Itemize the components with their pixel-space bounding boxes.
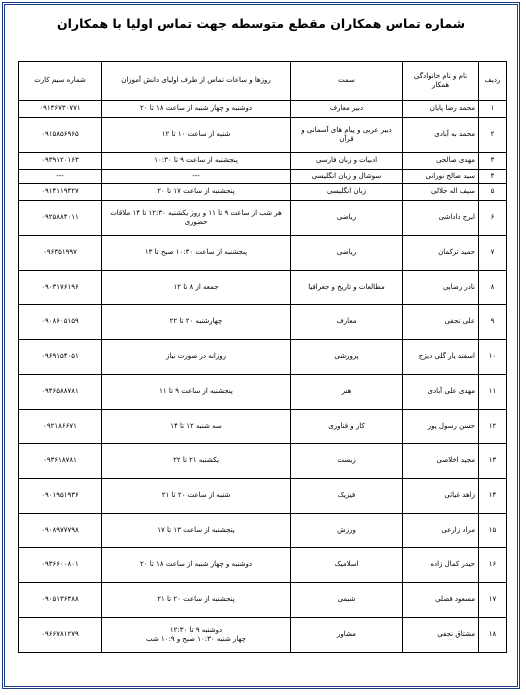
row-number: ۶ [479,201,507,236]
contact-hours: پنجشنبه از ساعت ۹ تا ۱۱ [102,375,291,410]
row-number: ۴ [479,170,507,184]
teacher-position: پرورشی [291,340,403,375]
phone-number: ۰۹۰۸۶۰۵۱۵۹ [19,305,102,340]
contact-hours: پنجشنبه از ساعت ۱۷ تا ۲۰ [102,184,291,201]
row-number: ۱۰ [479,340,507,375]
row-number: ۱۲ [479,410,507,444]
row-number: ۹ [479,305,507,340]
teacher-name: مجید اخلاصی [403,444,479,479]
teacher-name: حیدر کمال زاده [403,548,479,583]
row-number: ۱۷ [479,583,507,618]
row-number: ۱۳ [479,444,507,479]
teacher-name: علی نجفی [403,305,479,340]
contact-hours: روزانه در صورت نیاز [102,340,291,375]
phone-number: ۰۹۶۳۵۱۹۹۷ [19,236,102,271]
contacts-table [18,61,507,653]
table-row [19,410,507,444]
table-row [19,514,507,548]
table-row [19,236,507,271]
table-row [19,153,507,170]
phone-number: --- [19,170,102,184]
teacher-name: حسن رسول پور [403,410,479,444]
teacher-position: مشاور [291,618,403,653]
header-row-number: ردیف [479,62,507,101]
table-row [19,184,507,201]
row-number: ۵ [479,184,507,201]
phone-number: ۰۹۲۱۸۶۶۷۱ [19,410,102,444]
contact-hours: پنجشنبه از ساعت ۹ تا ۱۰:۳۰ [102,153,291,170]
phone-number: ۰۹۶۹۱۵۴۰۵۱ [19,340,102,375]
teacher-position: معارف [291,305,403,340]
phone-number: ۰۹۰۳۱۷۶۱۹۶ [19,271,102,305]
table-row [19,444,507,479]
teacher-name: مهدی علی آبادی [403,375,479,410]
contact-hours: پنجشنبه از ساعت ۱۰:۳۰ صبح تا ۱۳ [102,236,291,271]
teacher-name: اسفند یار گلی دیزج [403,340,479,375]
header-hours: روزها و ساعات تماس از طرف اولیای دانش آموزان [102,62,291,101]
teacher-name: مسعود فضلی [403,583,479,618]
phone-number: ۰۹۳۶۱۸۷۸۱ [19,444,102,479]
phone-number: ۰۹۱۳۶۷۳۰۷۷۱ [19,101,102,118]
teacher-position: مطالعات و تاریخ و جغرافیا [291,271,403,305]
teacher-position: ورزش [291,514,403,548]
table-row [19,101,507,118]
teacher-position: شیمی [291,583,403,618]
teacher-name: محمد به آبادی [403,118,479,153]
contact-hours-line: چهار شنبه ۱۰:۳۰ صبح و ۱۰:۹ شب [145,635,247,643]
phone-number: ۰۹۲۵۸۸۴۰۱۱ [19,201,102,236]
teacher-position: کار و فناوری [291,410,403,444]
table-header-row [19,62,507,101]
teacher-position: زبان انگلیسی [291,184,403,201]
phone-number: ۰۹۱۴۱۱۹۴۲۷ [19,184,102,201]
teacher-position: ریاضی [291,236,403,271]
teacher-name: محمد رضا پایان [403,101,479,118]
teacher-name: مشتاق نجفی [403,618,479,653]
phone-number: ۰۹۱۵۸۵۶۹۶۵ [19,118,102,153]
contact-hours: جمعه از ۸ تا ۱۲ [102,271,291,305]
row-number: ۱۱ [479,375,507,410]
teacher-name: زاهد غیاثی [403,479,479,514]
table-row [19,201,507,236]
teacher-position: فیزیک [291,479,403,514]
teacher-name: حمید ترکمان [403,236,479,271]
teacher-name: مهدی صالحی [403,153,479,170]
row-number: ۱۸ [479,618,507,653]
phone-number: ۰۹۴۶۵۸۸۷۸۱ [19,375,102,410]
teacher-position: ادبیات و زبان فارسی [291,153,403,170]
contact-hours: --- [102,170,291,184]
page-title: شماره تماس همکاران مقطع متوسطه جهت تماس اولیا با همکاران [56,16,466,31]
phone-number: ۰۹۶۶۷۸۱۲۷۹ [19,618,102,653]
contact-hours: سه شنبه ۱۲ تا ۱۴ [102,410,291,444]
contact-hours: چهارشنبه ۲۰ تا ۲۲ [102,305,291,340]
contact-hours: شنبه از ساعت ۲۰ تا ۲۱ [102,479,291,514]
contact-hours: یکشنبه ۲۱ تا ۲۲ [102,444,291,479]
contact-hours [102,618,291,653]
table-row [19,340,507,375]
header-position: سمت [291,62,403,101]
header-phone: شماره سیم کارت [19,62,102,101]
header-name: نام و نام خانوادگی همکار [403,62,479,101]
teacher-position: ریاضی [291,201,403,236]
teacher-position: سوشال و زبان انگلیسی [291,170,403,184]
teacher-name: سید صالح نورانی [403,170,479,184]
teacher-name: نادر رضایی [403,271,479,305]
phone-number: ۰۹۰۸۹۷۷۷۹۸ [19,514,102,548]
row-number: ۱۵ [479,514,507,548]
contact-hours: دوشنبه و چهار شنبه از ساعت ۱۸ تا ۲۰ [102,101,291,118]
row-number: ۷ [479,236,507,271]
row-number: ۸ [479,271,507,305]
table-row [19,583,507,618]
phone-number: ۰۹۰۵۱۳۶۴۸۸ [19,583,102,618]
phone-number: ۰۹۳۶۶۰۰۸۰۱ [19,548,102,583]
contact-hours: پنجشنبه از ساعت ۲۰ تا ۲۱ [102,583,291,618]
table-row [19,271,507,305]
teacher-position: دبیر معارف [291,101,403,118]
table-row [19,479,507,514]
phone-number: ۰۹۰۱۹۵۱۹۳۶ [19,479,102,514]
row-number: ۱۶ [479,548,507,583]
teacher-name: ایرج داداشی [403,201,479,236]
row-number: ۳ [479,153,507,170]
table-row [19,548,507,583]
teacher-position: اسلامیک [291,548,403,583]
table-row [19,618,507,653]
table-row [19,305,507,340]
document-page [2,2,520,689]
contact-hours: دوشنبه و چهار شنبه از ساعت ۱۸ تا ۲۰ [102,548,291,583]
teacher-name: مراد زارعی [403,514,479,548]
contact-hours-line: دوشنبه ۹ تا ۱۲:۳۰ [169,625,223,634]
phone-number: ۰۹۳۹۱۲۰۱۶۳ [19,153,102,170]
teacher-position: زیست [291,444,403,479]
teacher-name: سیف اله جلالی [403,184,479,201]
row-number: ۲ [479,118,507,153]
teacher-position: هنر [291,375,403,410]
row-number: ۱ [479,101,507,118]
table-row [19,375,507,410]
contact-hours: پنجشنبه از ساعت ۱۳ تا ۱۷ [102,514,291,548]
contact-hours: شنبه از ساعت ۱۰ تا ۱۲ [102,118,291,153]
row-number: ۱۴ [479,479,507,514]
table-row [19,118,507,153]
table-row [19,170,507,184]
contact-hours: هر شب از ساعت ۹ تا ۱۱ و روز یکشنبه ۱۲:۳۰ تا ۱۴ ملاقات حضوری [102,201,291,236]
teacher-position: دبیر عربی و پیام های آسمانی و قرآن [291,118,403,153]
